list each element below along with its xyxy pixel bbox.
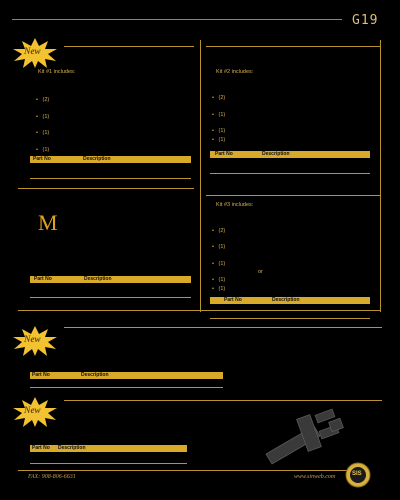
website: www.sinweb.com	[294, 474, 336, 480]
kit3-item: • (1)	[212, 244, 226, 250]
kit2-item: • (2)	[212, 95, 226, 101]
kit3-or: or	[258, 269, 263, 275]
kit1-item: • (1)	[36, 114, 50, 120]
kit1-item: • (1)	[36, 130, 50, 136]
footer-rule	[18, 470, 348, 471]
kit2-title: Kit #2 includes:	[216, 69, 254, 75]
new-badge-label: New	[24, 46, 41, 56]
kit1-item: • (1)	[36, 147, 50, 153]
table-rule	[210, 173, 370, 174]
kit2-item: • (1)	[212, 112, 226, 118]
product-image	[258, 406, 354, 468]
kit3-item: • (1)	[212, 277, 226, 283]
part-no-header: Part No	[32, 445, 50, 451]
kit1-title: Kit #1 includes:	[38, 69, 76, 75]
section-rule	[64, 400, 382, 401]
description-header: Description	[58, 445, 86, 451]
column-divider	[380, 40, 381, 312]
page-number: G19	[352, 13, 379, 28]
kit3-table-header	[210, 297, 370, 304]
table-rule	[210, 318, 370, 319]
kit1-item: • (2)	[36, 97, 50, 103]
kit3-item: • (2)	[212, 228, 226, 234]
column-divider	[200, 40, 201, 312]
section-rule	[206, 195, 381, 196]
section3-table-header	[30, 445, 187, 452]
logo-text: SIS	[352, 471, 362, 477]
part-no-header: Part No	[224, 297, 242, 303]
section-rule	[18, 188, 194, 189]
section-rule	[206, 46, 381, 47]
big-letter: M	[38, 210, 58, 235]
description-header: Description	[81, 372, 109, 378]
kit3-item: • (1)	[212, 261, 226, 267]
section-rule	[18, 310, 380, 311]
section-rule	[64, 327, 382, 328]
table-rule	[30, 297, 191, 298]
section-rule	[64, 46, 194, 47]
kit2-item: • (1)	[212, 137, 226, 143]
kit2-table-header	[210, 151, 370, 158]
description-header: Description	[262, 151, 290, 157]
table-rule	[30, 387, 223, 388]
description-header: Description	[83, 156, 111, 162]
kit3-item: • (1)	[212, 286, 226, 292]
section2-table-header	[30, 372, 223, 379]
table-rule	[30, 463, 187, 464]
part-no-header: Part No	[33, 156, 51, 162]
description-header: Description	[84, 276, 112, 282]
new-burst-badge	[12, 38, 58, 68]
new-burst-badge	[12, 397, 58, 427]
description-header: Description	[272, 297, 300, 303]
company-logo	[345, 462, 371, 488]
kit1-table-header	[30, 156, 191, 163]
fax-number: FAX: 908-806-6631	[28, 474, 76, 480]
part-no-header: Part No	[32, 372, 50, 378]
new-burst-badge	[12, 326, 58, 356]
kit3-title: Kit #3 includes:	[216, 202, 254, 208]
tool-icon	[258, 406, 354, 468]
part-no-header: Part No	[34, 276, 52, 282]
new-badge-label: New	[24, 334, 41, 344]
part-no-header: Part No	[215, 151, 233, 157]
table-rule	[30, 178, 191, 179]
new-badge-label: New	[24, 405, 41, 415]
middle-table-header	[30, 276, 191, 283]
header-rule	[12, 19, 342, 20]
kit2-item: • (1)	[212, 128, 226, 134]
